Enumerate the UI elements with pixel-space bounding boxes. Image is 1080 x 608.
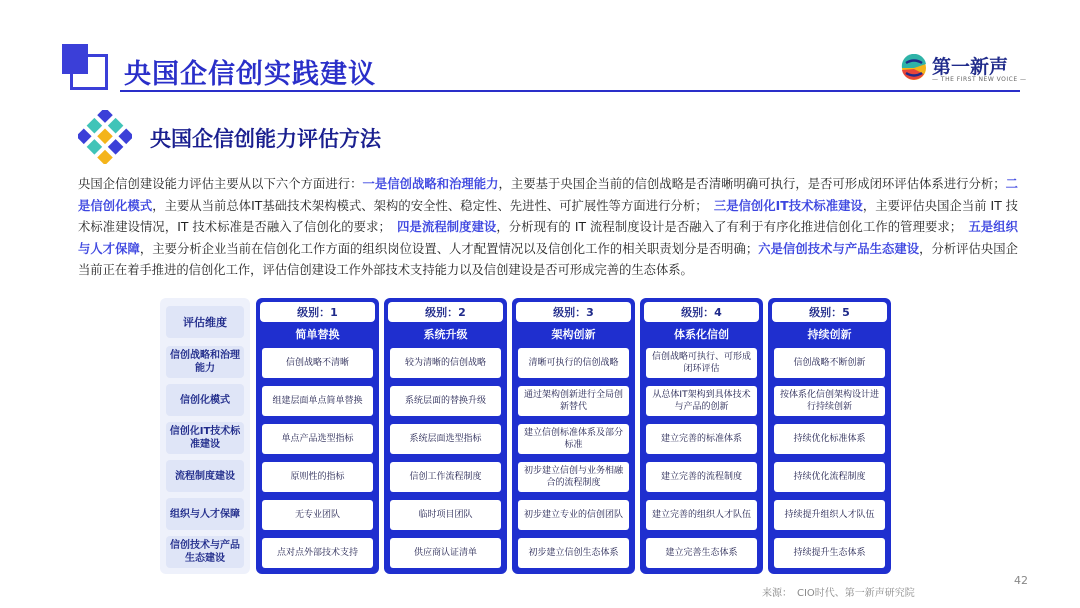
level-header: 级别：5 <box>772 302 887 322</box>
matrix-cell: 从总体IT架构到具体技术与产品的创新 <box>646 386 757 416</box>
level-name: 体系化信创 <box>674 328 729 341</box>
level-column-1 <box>256 298 379 574</box>
row-label-organization: 组织与人才保障 <box>166 498 244 530</box>
maturity-matrix <box>160 298 922 574</box>
highlight-5: 五是组织与人才保障 <box>78 220 1018 256</box>
header-corner-decoration <box>62 44 108 90</box>
matrix-cell: 初步建立信创生态体系 <box>518 538 629 568</box>
highlight-2: 二是信创化模式 <box>78 177 1018 213</box>
brand-logo <box>900 50 1027 90</box>
row-label-strategy: 信创战略和治理能力 <box>166 346 244 378</box>
source-note: 来源： CIO时代、第一新声研究院 <box>762 588 915 599</box>
matrix-cell: 建立完善的流程制度 <box>646 462 757 492</box>
matrix-cell: 清晰可执行的信创战略 <box>518 348 629 378</box>
matrix-cell: 通过架构创新进行全局创新替代 <box>518 386 629 416</box>
matrix-cell: 初步建立专业的信创团队 <box>518 500 629 530</box>
corner-label: 评估维度 <box>166 306 244 338</box>
matrix-cell: 较为清晰的信创战略 <box>390 348 501 378</box>
matrix-cell: 点对点外部技术支持 <box>262 538 373 568</box>
header-divider <box>120 90 1020 92</box>
matrix-cell: 持续优化流程制度 <box>774 462 885 492</box>
matrix-cell: 供应商认证清单 <box>390 538 501 568</box>
matrix-cell: 系统层面选型指标 <box>390 424 501 454</box>
matrix-cell: 初步建立信创与业务相融合的流程制度 <box>518 462 629 492</box>
highlight-1: 一是信创战略和治理能力 <box>362 177 499 191</box>
section-title: 央国企信创能力评估方法 <box>150 127 381 151</box>
level-name: 简单替换 <box>295 328 340 341</box>
matrix-cell: 信创战略不清晰 <box>262 348 373 378</box>
row-label-column <box>160 298 250 574</box>
matrix-cell: 按体系化信创架构设计进行持续创新 <box>774 386 885 416</box>
matrix-cell: 信创战略可执行、可形成闭环评估 <box>646 348 757 378</box>
logo-mark-icon <box>900 54 928 82</box>
matrix-cell: 临时项目团队 <box>390 500 501 530</box>
level-name: 架构创新 <box>551 328 596 341</box>
matrix-cell: 持续优化标准体系 <box>774 424 885 454</box>
level-column-4 <box>640 298 763 574</box>
matrix-cell: 建立完善的标准体系 <box>646 424 757 454</box>
level-column-5 <box>768 298 891 574</box>
matrix-cell: 无专业团队 <box>262 500 373 530</box>
level-name: 持续创新 <box>807 328 852 341</box>
level-header: 级别：1 <box>260 302 375 322</box>
logo-subtitle: — THE FIRST NEW VOICE — <box>932 76 1027 83</box>
row-label-standards: 信创化IT技术标准建设 <box>166 422 244 454</box>
level-column-2 <box>384 298 507 574</box>
level-column-3 <box>512 298 635 574</box>
level-header: 级别：4 <box>644 302 759 322</box>
matrix-cell: 组建层面单点简单替换 <box>262 386 373 416</box>
row-label-process: 流程制度建设 <box>166 460 244 492</box>
matrix-cell: 持续提升生态体系 <box>774 538 885 568</box>
page-title: 央国企信创实践建议 <box>124 59 376 90</box>
highlight-6: 六是信创技术与产品生态建设 <box>758 241 920 256</box>
matrix-cell: 原则性的指标 <box>262 462 373 492</box>
level-name: 系统升级 <box>423 328 468 341</box>
matrix-cell: 单点产品选型指标 <box>262 424 373 454</box>
matrix-cell: 信创工作流程制度 <box>390 462 501 492</box>
logo-text: 第一新声 <box>932 56 1009 78</box>
matrix-cell: 建立信创标准体系及部分标准 <box>518 424 629 454</box>
matrix-cell: 建立完善生态体系 <box>646 538 757 568</box>
intro-paragraph: 央国企信创建设能力评估主要从以下六个方面进行：一是信创战略和治理能力，主要基于央国企当前的信创战略是否清晰明确可执行，是否可形成闭环评估体系进行分析；二是信创化模式，主要从当前总体IT基础技术架构模式、架构的安全性、稳定性、先进性、可扩展性等方面进行分析； 三是信创化IT技术标准建设，主要评估央国企当前 IT 技术标准建设情况，IT 技术标准是否融入了信创化的要求； 四是流程制度建设，分析现有的 IT 流程制度设计是否融入了有利于有序化推进信创化工作的管理要求； 五是组织与人才保障，主要分析企业当前在信创化工作方面的组织岗位设置、人才配置情况以及信创化工作的相关职责划分是否明确；六是信创技术与产品生态建设，分析评估央国企当前正在着手推进的信创化工作，评估信创建设工作外部技术支持能力以及信创建设是否可形成完善的生态体系。 <box>78 177 1018 277</box>
row-label-ecosystem: 信创技术与产品生态建设 <box>166 536 244 568</box>
matrix-cell: 建立完善的组织人才队伍 <box>646 500 757 530</box>
row-label-mode: 信创化模式 <box>166 384 244 416</box>
highlight-4: 四是流程制度建设 <box>397 220 497 234</box>
level-header: 级别：2 <box>388 302 503 322</box>
level-header: 级别：3 <box>516 302 631 322</box>
page-number: 42 <box>1014 574 1028 587</box>
section-diamond-icon <box>78 110 132 164</box>
matrix-cell: 持续提升组织人才队伍 <box>774 500 885 530</box>
matrix-cell: 信创战略不断创新 <box>774 348 885 378</box>
matrix-cell: 系统层面的替换升级 <box>390 386 501 416</box>
highlight-3: 三是信创化IT技术标准建设 <box>713 198 863 213</box>
